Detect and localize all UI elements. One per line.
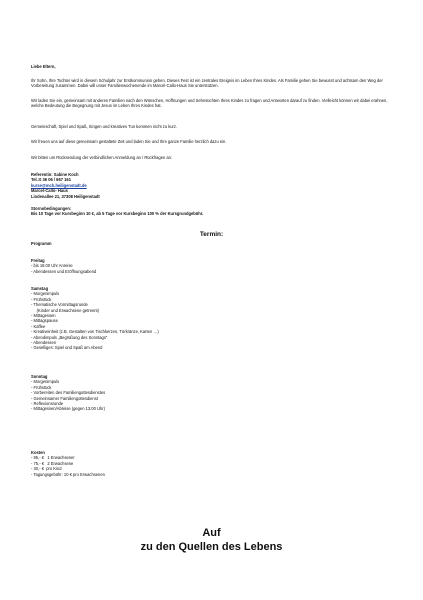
list-item: - Mittagspause — [31, 318, 58, 324]
contact-address: Lindenallee 21, 37308 Heiligenstadt — [31, 193, 100, 199]
list-item: - Frühstück — [31, 296, 52, 302]
intro-paragraph: Ihr Sohn, Ihre Tochter wird in diesem Schuljahr zur Erstkommunion gehen. Dieses Fest ist ein zentrales Ereignis im Leben Ihres Kindes. Als Familie gehen Sie bewusst und achtsam den Weg der Vorbereitung zusammen. Dabei will unser Familienwochenende im Marcel-Callo-Haus Sie unterstützen. — [31, 78, 383, 89]
contact-block — [31, 172, 393, 199]
list-item: - 30,- € pro Kind — [31, 466, 62, 472]
list-item: - Gemeinsamer Familiengottesdienst — [31, 395, 98, 401]
day-sunday — [31, 374, 393, 412]
list-item: - Morgenimpuls — [31, 379, 60, 385]
costs-block — [31, 450, 393, 477]
headline-line-1: Auf — [202, 527, 221, 539]
day-name: Sonntag — [31, 374, 48, 379]
return-request-paragraph: Wir bitten um Rücksendung der verbindlichen Anmeldung an / Rückfragen an: — [31, 155, 173, 160]
list-item: - 95,- € 1 Erwachsener — [31, 455, 75, 461]
welcome-paragraph: Wir freuen uns auf diese gemeinsam gestaltete Zeit und laden Sie und Ihre ganze Familie herzlich dazu ein. — [31, 139, 227, 144]
list-item: - Geselliges: Spiel und Spaß am Abend — [31, 345, 103, 351]
storno-text: Bis 10 Tage vor Kursbeginn 10 €, ab 5 Tage vor Kursbeginn 100 % der Kursgrundgebühr. — [31, 211, 204, 217]
list-item: - Tagungsgebühr: 10 € pro Erwachsenen — [31, 471, 105, 477]
list-item: - Vorbereiten des Familiengottesdienstes — [31, 390, 106, 396]
storno-block — [31, 206, 393, 217]
community-paragraph: Gemeinschaft, Spiel und Spaß, Singen und kreatives Tun kommen nicht zu kurz. — [31, 124, 178, 129]
contact-referent: Referentin: Sabine Koch — [31, 172, 79, 177]
contact-phone: Tel.:0 36 06 / 667 161 — [31, 177, 71, 183]
contact-email-link[interactable]: kurse@mch.heiligenstadt.de — [31, 182, 87, 188]
list-item: - 75,- € 2 Erwachsene — [31, 460, 74, 466]
costs-title: Kosten — [31, 450, 45, 455]
contact-house: Marcel-Callo- Haus — [31, 188, 68, 194]
list-item: - Reflexionsrunde — [31, 401, 64, 407]
list-item: - Frühstück — [31, 384, 52, 390]
storno-title: Stornobedingungen: — [31, 206, 72, 211]
list-item: - Abendessen und Eröffnungsabend — [31, 268, 97, 274]
list-item: - Morgenimpuls — [31, 291, 60, 297]
salutation: Liebe Eltern, — [31, 64, 56, 69]
day-saturday — [31, 286, 393, 351]
termin-label: Termin: — [199, 231, 224, 238]
programm-title: Programm — [31, 241, 52, 246]
list-item: - Kaffee — [31, 323, 46, 329]
list-item: - Thematische Vormittagsrunde — [31, 302, 88, 308]
day-friday — [31, 258, 393, 274]
day-name: Samstag — [31, 286, 49, 291]
list-item: - Mittagessen/Abreise (gegen 13.00 Uhr) — [31, 406, 105, 412]
headline-line-2: zu den Quellen des Lebens — [140, 541, 283, 553]
list-item: - bis 18.00 Uhr Anreise — [31, 263, 73, 269]
list-item: - Abendessen — [31, 340, 57, 346]
list-item: (Kinder und Erwachsene getrennt) — [31, 307, 100, 313]
list-item: - Mittagessen — [31, 313, 56, 319]
day-name: Freitag — [31, 258, 45, 263]
list-item: - Abendimpuls „Begrüßung des Sonntags“ — [31, 334, 108, 340]
invitation-paragraph: Wir laden Sie ein, gemeinsam mit anderen Familien nach den Wünschen, Hoffnungen und Sehnsüchten Ihres Kindes zu fragen und Antworten darauf zu finden. Vielleicht können wir dabei erahnen, welche Bedeutung die Begegnung mit Jesus im Leben Ihres Kindes hat. — [31, 98, 388, 109]
list-item: - Kreativeinheit (z.B. Gestalten von Tischkerzen, Türkränze, Karten …) — [31, 329, 159, 335]
